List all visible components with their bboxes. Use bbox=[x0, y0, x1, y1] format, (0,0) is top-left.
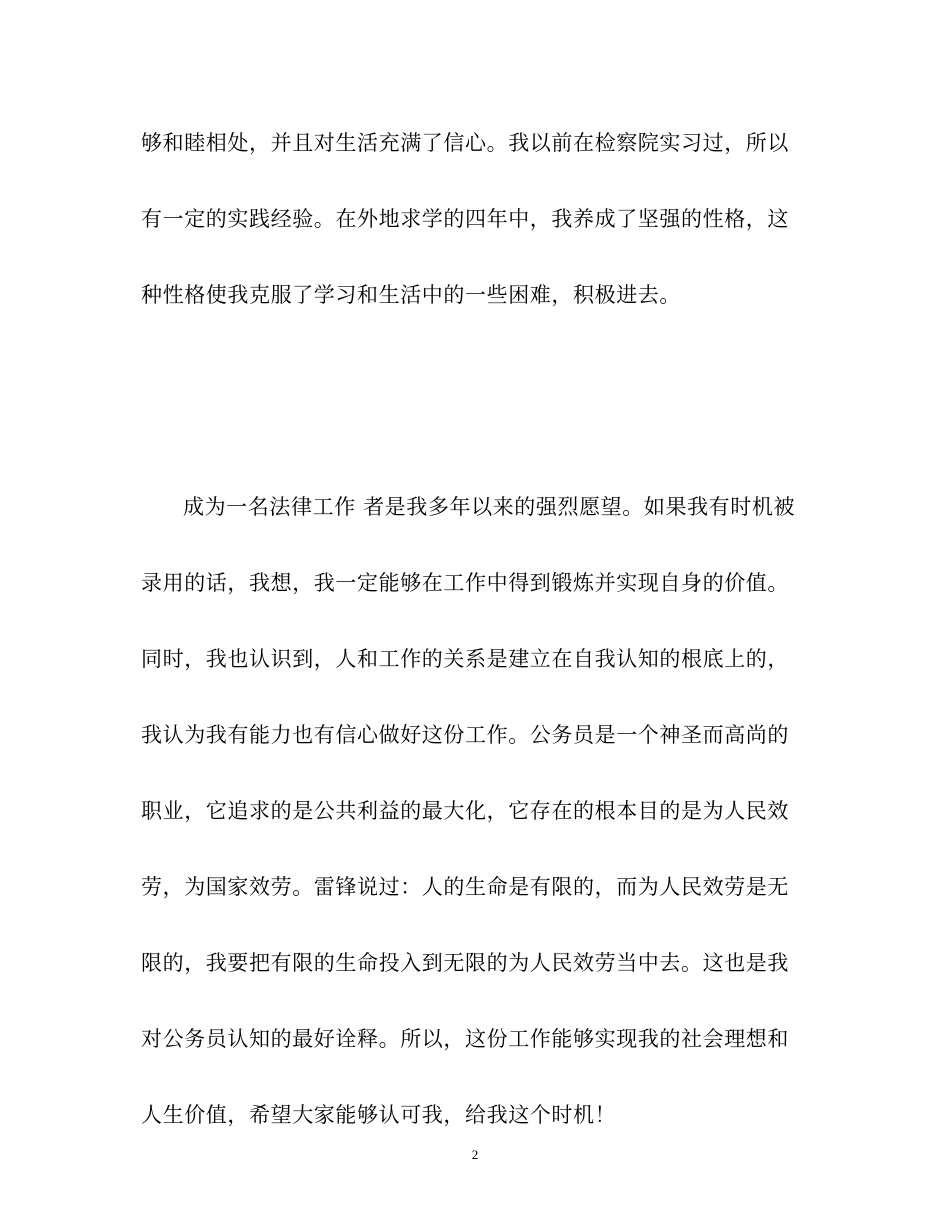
paragraph-line: 有一定的实践经验。在外地求学的四年中，我养成了坚强的性格，这 bbox=[141, 207, 789, 231]
paragraph-line: 我认为我有能力也有信心做好这份工作。公务员是一个神圣而高尚的 bbox=[141, 723, 789, 747]
paragraph-line: 种性格使我克服了学习和生活中的一些困难，积极进去。 bbox=[141, 283, 681, 307]
paragraph-line: 人生价值，希望大家能够认可我，给我这个时机！ bbox=[141, 1103, 617, 1127]
paragraph-line: 录用的话，我想，我一定能够在工作中得到锻炼并实现自身的价值。 bbox=[141, 571, 789, 595]
paragraph-line: 同时，我也认识到，人和工作的关系是建立在自我认知的根底上的， bbox=[141, 647, 789, 671]
paragraph-line: 成为一名法律工作 者是我多年以来的强烈愿望。如果我有时机被 bbox=[183, 495, 796, 519]
paragraph-line: 对公务员认知的最好诠释。所以，这份工作能够实现我的社会理想和 bbox=[141, 1027, 789, 1051]
page-number: 2 bbox=[471, 1147, 479, 1162]
paragraph-line: 职业，它追求的是公共利益的最大化，它存在的根本目的是为人民效 bbox=[141, 799, 789, 823]
paragraph-line: 劳，为国家效劳。雷锋说过：人的生命是有限的，而为人民效劳是无 bbox=[141, 875, 789, 899]
paragraph-line: 限的，我要把有限的生命投入到无限的为人民效劳当中去。这也是我 bbox=[141, 951, 789, 975]
paragraph-line: 够和睦相处，并且对生活充满了信心。我以前在检察院实习过，所以 bbox=[141, 131, 789, 155]
